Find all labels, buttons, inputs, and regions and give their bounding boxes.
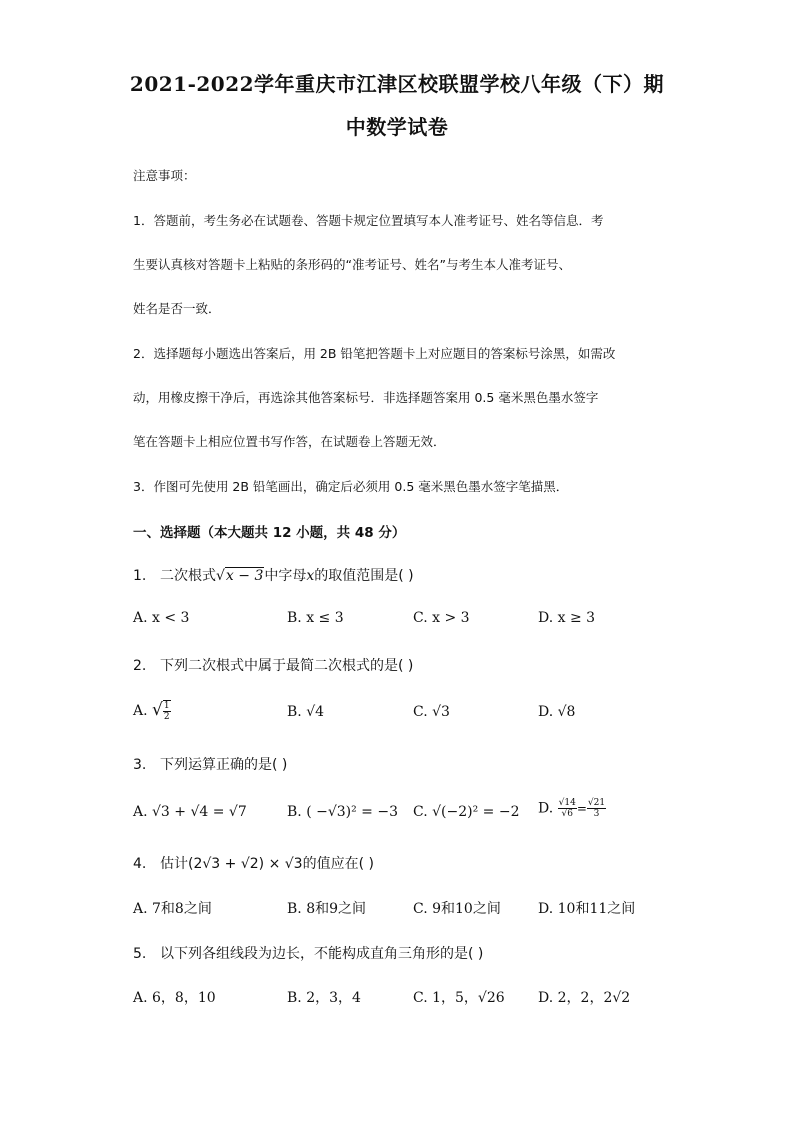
question-2 — [133, 655, 413, 675]
notice-line: 笔在答题卡上相应位置书写作答，在试题卷上答题无效． — [133, 434, 446, 449]
option-a: A. 7和8之间 — [133, 901, 212, 917]
question-number: 1. — [133, 568, 147, 584]
notice-line: 姓名是否一致． — [133, 301, 221, 316]
option-b: B. 2，3，4 — [287, 990, 361, 1006]
option-a: A. x < 3 — [133, 610, 190, 626]
notice-line: 动，用橡皮擦干净后，再选涂其他答案标号．非选择题答案用 0.5 毫米黑色墨水签字 — [133, 390, 599, 405]
denominator: √6 — [561, 809, 573, 819]
option-d: D. 10和11之间 — [538, 901, 636, 917]
question-5 — [133, 943, 483, 963]
numerator: 1 — [163, 701, 170, 711]
option-d — [538, 798, 606, 819]
question-4 — [133, 853, 374, 873]
section-heading: 一、选择题（本大题共 12 小题，共 48 分） — [133, 525, 406, 541]
question-text: 下列运算正确的是( ) — [160, 757, 288, 773]
question-number: 3. — [133, 757, 147, 773]
notice-line: 1．答题前，考生务必在试题卷、答题卡规定位置填写本人准考证号、姓名等信息．考 — [133, 213, 604, 228]
question-text: 二次根式 — [160, 568, 216, 584]
option-c: C. 1，5，√26 — [413, 990, 505, 1006]
question-text: 中字母 — [264, 568, 307, 584]
option-d: D. x ≥ 3 — [538, 610, 596, 626]
option-d: D. 2，2，2√2 — [538, 990, 631, 1006]
option-a — [133, 700, 171, 722]
notice-line: 2．选择题每小题选出答案后，用 2B 铅笔把答题卡上对应题目的答案标号涂黑，如需改 — [133, 346, 616, 361]
radicand: x − 3 — [225, 568, 264, 584]
radical-sign: √ — [152, 700, 163, 720]
option-b: B. x ≤ 3 — [287, 610, 344, 626]
option-label: D. — [538, 800, 554, 817]
exam-title-line1: 2021-2022学年重庆市江津区校联盟学校八年级（下）期 — [129, 72, 665, 96]
question-number: 2. — [133, 658, 147, 674]
question-text: 的取值范围是( ) — [314, 568, 414, 584]
variable: x — [306, 568, 315, 584]
option-c: C. √(−2)² = −2 — [413, 804, 520, 820]
option-b: B. ( −√3)² = −3 — [287, 804, 399, 820]
question-number: 4. — [133, 856, 147, 872]
option-a: A. 6，8，10 — [133, 990, 216, 1006]
denominator: 3 — [593, 809, 600, 819]
option-c: C. √3 — [413, 704, 450, 720]
fraction — [558, 798, 577, 819]
question-text: 下列二次根式中属于最简二次根式的是( ) — [160, 658, 414, 674]
question-number: 5. — [133, 946, 147, 962]
numerator: √14 — [558, 798, 576, 808]
denominator: 2 — [163, 712, 170, 722]
option-c: C. 9和10之间 — [413, 901, 501, 917]
notice-line: 生要认真核对答题卡上粘贴的条形码的“准考证号、姓名”与考生本人准考证号、 — [133, 257, 571, 272]
radical-sign: √ — [216, 568, 225, 584]
question-1 — [133, 565, 414, 585]
option-a: A. √3 + √4 = √7 — [133, 804, 247, 820]
fraction — [163, 700, 171, 722]
option-d: D. √8 — [538, 704, 576, 720]
fraction — [587, 798, 606, 819]
question-text: 以下列各组线段为边长，不能构成直角三角形的是( ) — [160, 946, 484, 962]
option-b: B. 8和9之间 — [287, 901, 367, 917]
question-text: 估计(2√3 + √2) × √3的值应在( ) — [160, 856, 374, 872]
option-label: A. — [133, 703, 148, 719]
option-b: B. √4 — [287, 704, 325, 720]
option-c: C. x > 3 — [413, 610, 470, 626]
notice-heading: 注意事项： — [133, 168, 196, 183]
notice-line: 3．作图可先使用 2B 铅笔画出，确定后必须用 0.5 毫米黑色墨水签字笔描黑． — [133, 479, 569, 494]
equals-sign: = — [576, 801, 587, 816]
numerator: √21 — [587, 798, 606, 808]
exam-title-line2: 中数学试卷 — [345, 115, 449, 139]
question-3 — [133, 754, 287, 774]
